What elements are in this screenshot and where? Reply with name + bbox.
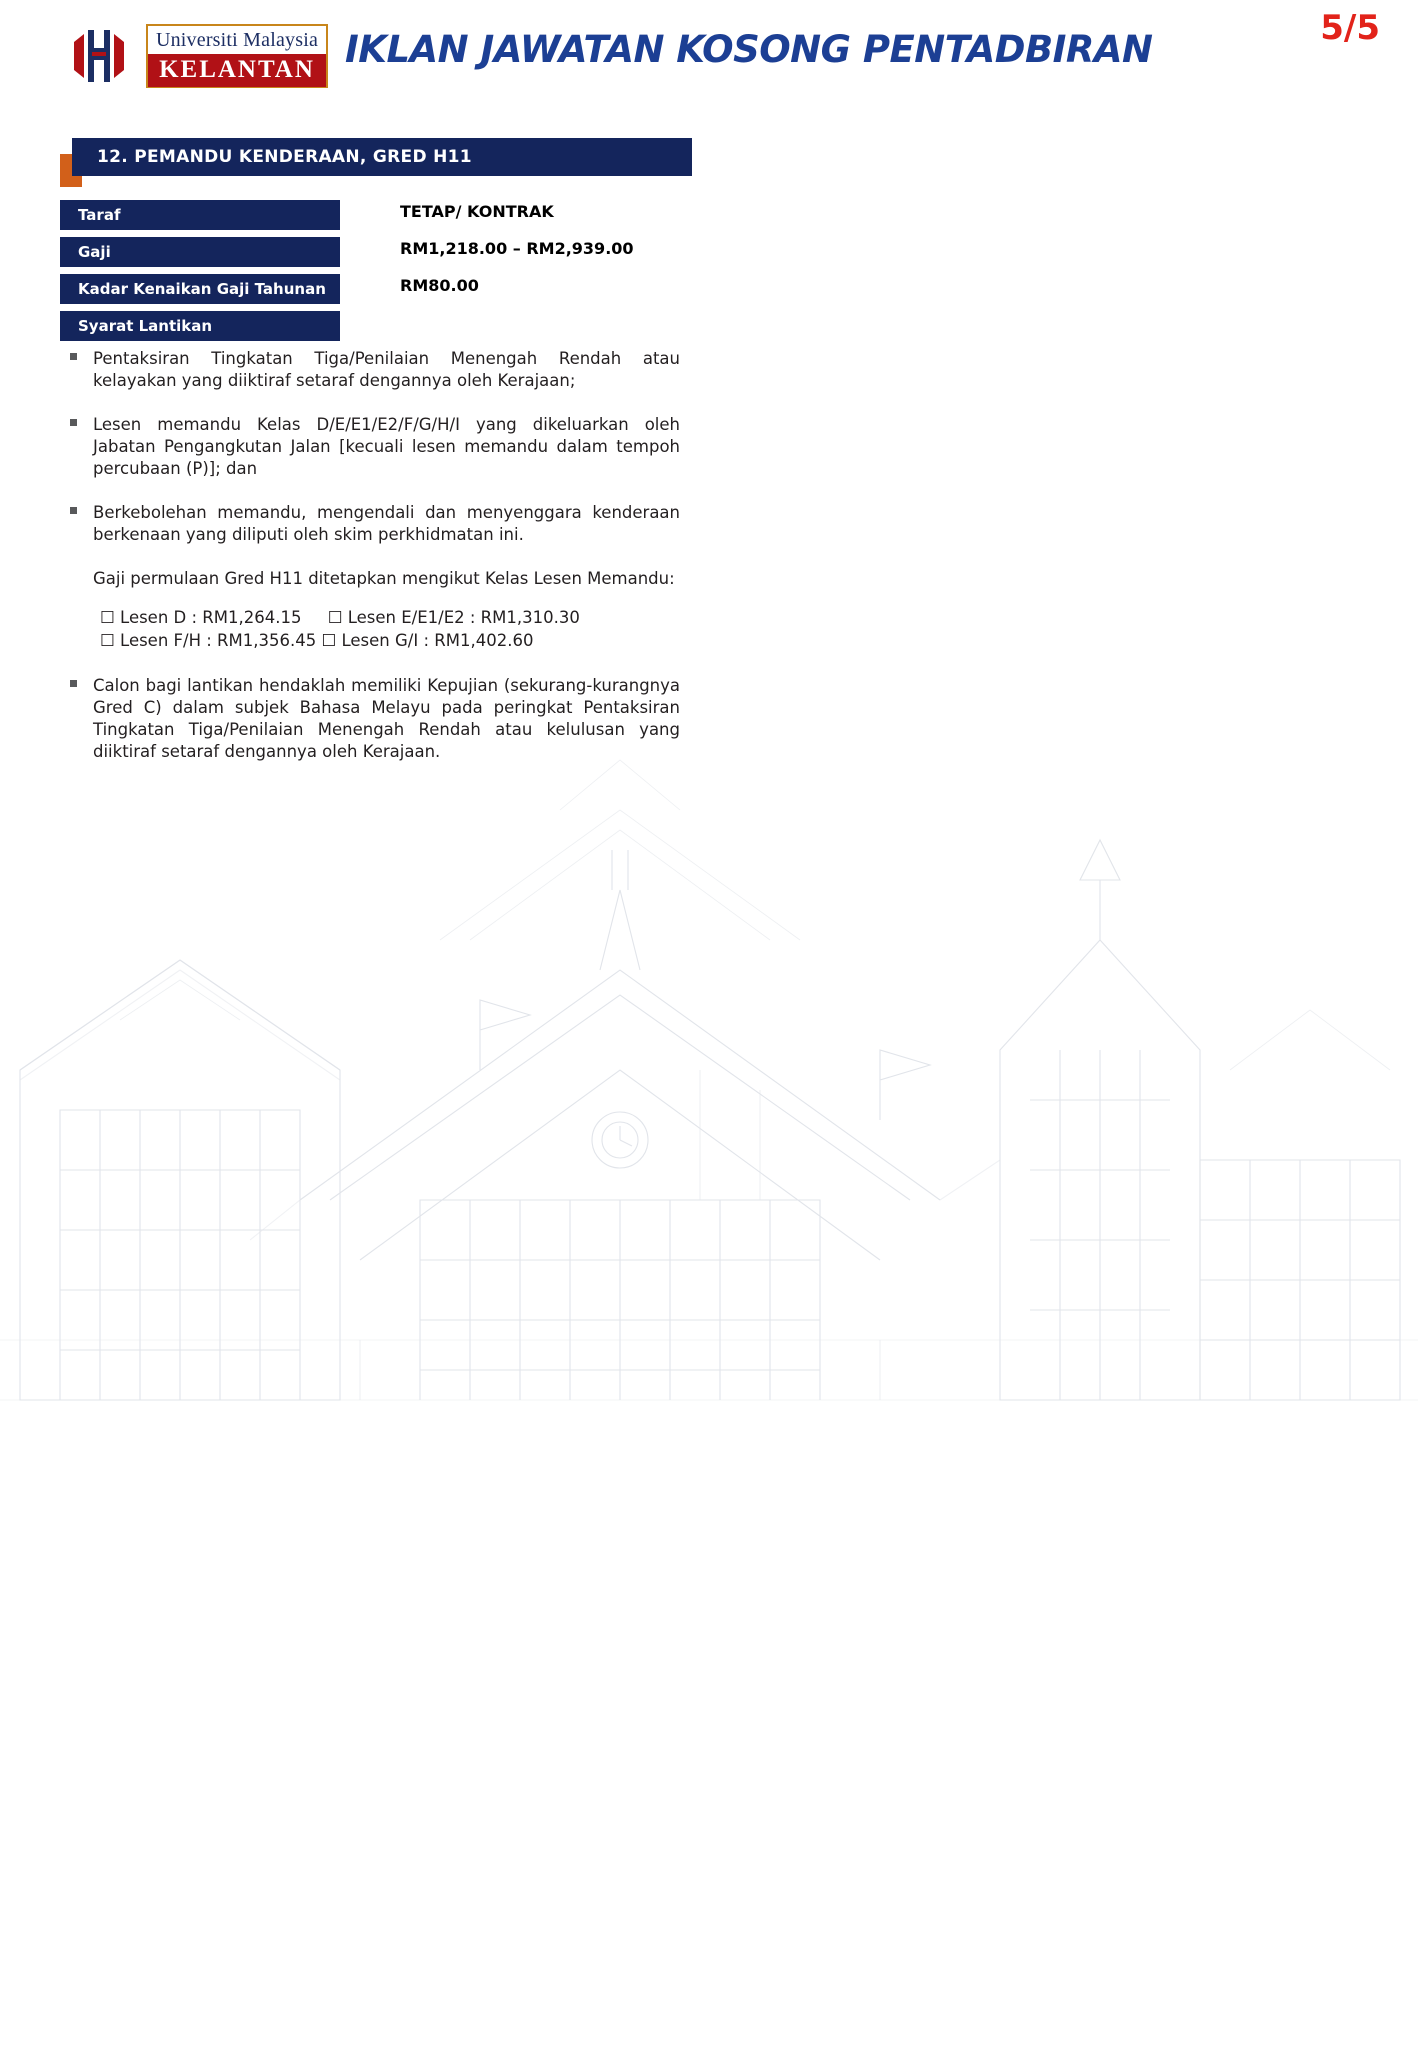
page-header bbox=[0, 0, 1418, 110]
requirement-item bbox=[60, 675, 680, 763]
section-header bbox=[60, 138, 692, 176]
field-row-kadar-kenaikan-gaji bbox=[60, 274, 1360, 311]
requirement-text: Berkebolehan memandu, mengendali dan menyenggara kenderaan berkenaan yang diliputi oleh skim perkhidmatan ini. bbox=[93, 502, 680, 544]
job-fields bbox=[60, 200, 1360, 348]
umk-logo bbox=[68, 22, 328, 90]
requirement-text: Lesen memandu Kelas D/E/E1/E2/F/G/H/I yang dikeluarkan oleh Jabatan Pengangkutan Jalan [kecuali lesen memandu dalam tempoh percubaan (P)]; dan bbox=[93, 414, 680, 478]
field-label-kadar-kenaikan-gaji: Kadar Kenaikan Gaji Tahunan bbox=[60, 274, 340, 304]
requirement-text: Calon bagi lantikan hendaklah memiliki Kepujian (sekurang-kurangnya Gred C) dalam subjek Bahasa Melayu pada peringkat Pentaksiran Tingkatan Tiga/Penilaian Menengah Rendah atau kelulusan yang diiktiraf setaraf dengannya oleh Kerajaan. bbox=[93, 676, 680, 762]
field-label-gaji: Gaji bbox=[60, 237, 340, 267]
bullet-square-icon bbox=[70, 353, 77, 360]
field-label-taraf: Taraf bbox=[60, 200, 340, 230]
field-row-taraf bbox=[60, 200, 1360, 237]
licence-line: ☐ Lesen D : RM1,264.15 ☐ Lesen E/E1/E2 : RM1,310.30 bbox=[100, 607, 580, 627]
bullet-square-icon bbox=[70, 507, 77, 514]
page-number: 5/5 bbox=[1320, 8, 1380, 48]
field-value-gaji: RM1,218.00 – RM2,939.00 bbox=[400, 239, 634, 258]
field-value-kadar-kenaikan-gaji: RM80.00 bbox=[400, 276, 479, 295]
requirement-item bbox=[60, 414, 680, 480]
logo-state-text: KELANTAN bbox=[148, 54, 326, 87]
logo-university-text: Universiti Malaysia bbox=[148, 26, 326, 52]
field-row-syarat-lantikan bbox=[60, 311, 1360, 348]
requirement-item bbox=[60, 348, 680, 392]
requirements-section bbox=[60, 348, 680, 785]
umk-emblem-icon bbox=[68, 26, 130, 86]
licence-line: ☐ Lesen F/H : RM1,356.45 ☐ Lesen G/I : RM1,402.60 bbox=[100, 631, 534, 651]
bullet-square-icon bbox=[70, 419, 77, 426]
requirement-item bbox=[60, 502, 680, 546]
field-label-syarat-lantikan: Syarat Lantikan bbox=[60, 311, 340, 341]
field-row-gaji bbox=[60, 237, 1360, 274]
section-title: 12. PEMANDU KENDERAAN, GRED H11 bbox=[72, 138, 692, 176]
page-title: IKLAN JAWATAN KOSONG PENTADBIRAN bbox=[345, 28, 1153, 71]
bullet-square-icon bbox=[70, 680, 77, 687]
umk-wordmark bbox=[146, 24, 328, 88]
requirement-text: Pentaksiran Tingkatan Tiga/Penilaian Menengah Rendah atau kelayakan yang diiktiraf setaraf dengannya oleh Kerajaan; bbox=[93, 349, 680, 390]
field-value-taraf: TETAP/ KONTRAK bbox=[400, 202, 554, 221]
salary-note: Gaji permulaan Gred H11 ditetapkan mengikut Kelas Lesen Memandu: bbox=[93, 568, 675, 588]
licence-class-list bbox=[60, 606, 680, 654]
